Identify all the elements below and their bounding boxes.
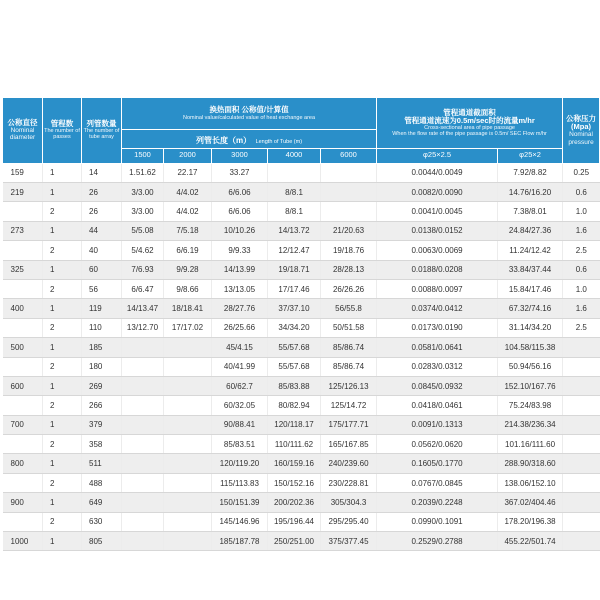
table-row — [3, 338, 600, 357]
table-cell-flow2: 31.14/34.20 — [498, 318, 563, 337]
table-cell-1500: 13/12.70 — [122, 318, 164, 337]
table-cell-tubes: 649 — [82, 493, 122, 512]
table-cell-tubes: 44 — [82, 221, 122, 240]
pressure-unit: (Mpa) — [571, 122, 592, 132]
table-cell-flow1: 0.0581/0.0641 — [377, 338, 498, 357]
table-cell-pres: 2.5 — [563, 241, 600, 260]
table-cell-4000: 8/8.1 — [268, 182, 321, 201]
table-cell-tubes: 26 — [82, 202, 122, 221]
table-cell-4000: 150/152.16 — [268, 473, 321, 492]
table-cell-dia — [3, 279, 43, 298]
table-cell-1500 — [122, 493, 164, 512]
table-cell-flow1: 0.2529/0.2788 — [377, 532, 498, 551]
table-cell-tubes: 358 — [82, 435, 122, 454]
table-cell-pres — [563, 435, 600, 454]
table-cell-4000: 8/8.1 — [268, 202, 321, 221]
table-cell-tubes: 60 — [82, 260, 122, 279]
col-header-diameter — [3, 98, 43, 164]
table-cell-flow2: 138.06/152.10 — [498, 473, 563, 492]
table-cell-3000: 45/4.15 — [212, 338, 268, 357]
table-cell-flow1: 0.0990/0.1091 — [377, 512, 498, 531]
table-cell-dia — [3, 241, 43, 260]
area-en: Nominal value/calculated value of heat exchange area — [182, 114, 316, 121]
table-cell-tubes: 511 — [82, 454, 122, 473]
table-cell-tubes: 488 — [82, 473, 122, 492]
table-row — [3, 396, 600, 415]
pressure-en: Nominal pressure — [568, 131, 594, 146]
table-cell-2000 — [164, 435, 212, 454]
table-cell-4000: 55/57.68 — [268, 338, 321, 357]
table-cell-2000: 9/9.28 — [164, 260, 212, 279]
table-cell-dia — [3, 435, 43, 454]
table-cell-flow2: 15.84/17.46 — [498, 279, 563, 298]
col-header-tube-length — [122, 130, 377, 149]
table-cell-tubes: 379 — [82, 415, 122, 434]
table-cell-3000: 26/25.66 — [212, 318, 268, 337]
tube-length-cn: 列管长度（m） — [195, 136, 252, 145]
table-cell-3000: 13/13.05 — [212, 279, 268, 298]
table-cell-4000: 14/13.72 — [268, 221, 321, 240]
table-cell-4000: 12/12.47 — [268, 241, 321, 260]
table-cell-4000: 55/57.68 — [268, 357, 321, 376]
table-cell-pres — [563, 532, 600, 551]
table-cell-pres — [563, 493, 600, 512]
table-row — [3, 454, 600, 473]
table-cell-1500 — [122, 357, 164, 376]
table-cell-pass: 2 — [43, 473, 82, 492]
length-3000: 3000 — [212, 148, 268, 163]
table-cell-2000 — [164, 376, 212, 395]
table-cell-6000: 85/86.74 — [321, 338, 377, 357]
table-cell-flow2: 367.02/404.46 — [498, 493, 563, 512]
table-row — [3, 241, 600, 260]
table-cell-3000: 10/10.26 — [212, 221, 268, 240]
table-cell-4000 — [268, 163, 321, 182]
table-cell-tubes: 26 — [82, 182, 122, 201]
table-cell-flow1: 0.0767/0.0845 — [377, 473, 498, 492]
table-cell-dia — [3, 512, 43, 531]
table-cell-flow1: 0.0088/0.0097 — [377, 279, 498, 298]
table-cell-dia — [3, 473, 43, 492]
length-1500: 1500 — [122, 148, 164, 163]
table-cell-pass: 1 — [43, 454, 82, 473]
table-cell-1500: 3/3.00 — [122, 182, 164, 201]
table-cell-tubes: 40 — [82, 241, 122, 260]
table-cell-dia: 600 — [3, 376, 43, 395]
table-cell-3000: 9/9.33 — [212, 241, 268, 260]
table-cell-4000: 34/34.20 — [268, 318, 321, 337]
table-cell-4000: 37/37.10 — [268, 299, 321, 318]
table-cell-6000 — [321, 182, 377, 201]
table-row — [3, 376, 600, 395]
table-cell-6000 — [321, 202, 377, 221]
table-row — [3, 415, 600, 434]
table-cell-pass: 1 — [43, 221, 82, 240]
spec-table-container — [2, 97, 599, 551]
table-cell-6000: 50/51.58 — [321, 318, 377, 337]
table-cell-3000: 90/88.41 — [212, 415, 268, 434]
table-cell-pass: 2 — [43, 241, 82, 260]
diameter-cn: 公称直径 — [7, 118, 38, 128]
table-cell-pres — [563, 376, 600, 395]
table-cell-pres: 1.6 — [563, 299, 600, 318]
table-cell-flow1: 0.0374/0.0412 — [377, 299, 498, 318]
table-cell-pres: 1.0 — [563, 279, 600, 298]
table-cell-3000: 33.27 — [212, 163, 268, 182]
table-cell-pass: 1 — [43, 182, 82, 201]
diameter-en: Nominal diameter — [9, 127, 36, 142]
col-header-pressure — [563, 98, 600, 164]
table-cell-4000: 19/18.71 — [268, 260, 321, 279]
table-cell-1500: 14/13.47 — [122, 299, 164, 318]
table-row — [3, 532, 600, 551]
table-cell-6000: 28/28.13 — [321, 260, 377, 279]
table-cell-flow2: 214.38/236.34 — [498, 415, 563, 434]
table-cell-flow1: 0.0283/0.0312 — [377, 357, 498, 376]
table-cell-flow1: 0.0138/0.0152 — [377, 221, 498, 240]
table-cell-dia: 219 — [3, 182, 43, 201]
tube-length-en: Length of Tube (m) — [255, 139, 303, 145]
table-cell-3000: 150/151.39 — [212, 493, 268, 512]
table-cell-2000 — [164, 512, 212, 531]
table-cell-1500 — [122, 454, 164, 473]
table-cell-2000 — [164, 473, 212, 492]
table-cell-pass: 1 — [43, 532, 82, 551]
table-cell-4000: 250/251.00 — [268, 532, 321, 551]
table-cell-pres: 0.25 — [563, 163, 600, 182]
table-cell-1500 — [122, 338, 164, 357]
flow-cn2: 管程通道流速为0.5m/sec时的流量m/hr — [404, 115, 535, 125]
table-cell-flow2: 11.24/12.42 — [498, 241, 563, 260]
table-cell-flow1: 0.0562/0.0620 — [377, 435, 498, 454]
table-cell-tubes: 180 — [82, 357, 122, 376]
tubes-en: The number of tube array — [83, 128, 120, 141]
table-cell-3000: 6/6.06 — [212, 182, 268, 201]
table-cell-pass: 1 — [43, 260, 82, 279]
table-cell-4000: 195/196.44 — [268, 512, 321, 531]
col-header-area — [122, 98, 377, 130]
table-cell-2000: 6/6.19 — [164, 241, 212, 260]
table-cell-dia: 325 — [3, 260, 43, 279]
table-cell-2000: 7/5.18 — [164, 221, 212, 240]
table-cell-flow2: 455.22/501.74 — [498, 532, 563, 551]
table-cell-6000: 85/86.74 — [321, 357, 377, 376]
table-cell-1500: 5/5.08 — [122, 221, 164, 240]
table-cell-1500: 3/3.00 — [122, 202, 164, 221]
table-cell-6000: 26/26.26 — [321, 279, 377, 298]
table-cell-flow2: 104.58/115.38 — [498, 338, 563, 357]
table-cell-1500: 5/4.62 — [122, 241, 164, 260]
table-cell-4000: 85/83.88 — [268, 376, 321, 395]
table-cell-dia: 500 — [3, 338, 43, 357]
table-cell-tubes: 119 — [82, 299, 122, 318]
table-cell-pass: 2 — [43, 396, 82, 415]
table-cell-2000: 17/17.02 — [164, 318, 212, 337]
table-cell-pass: 1 — [43, 299, 82, 318]
table-cell-3000: 28/27.76 — [212, 299, 268, 318]
table-cell-2000 — [164, 396, 212, 415]
table-cell-3000: 185/187.78 — [212, 532, 268, 551]
table-cell-2000: 9/8.66 — [164, 279, 212, 298]
table-cell-3000: 6/6.06 — [212, 202, 268, 221]
heat-exchanger-spec-table — [2, 97, 600, 551]
flow-col-25x2: φ25×2 — [498, 148, 563, 163]
table-cell-6000: 175/177.71 — [321, 415, 377, 434]
table-cell-1500: 1.51.62 — [122, 163, 164, 182]
table-cell-1500 — [122, 512, 164, 531]
table-cell-3000: 14/13.99 — [212, 260, 268, 279]
col-header-flow — [377, 98, 563, 149]
table-cell-3000: 60/32.05 — [212, 396, 268, 415]
table-cell-2000 — [164, 415, 212, 434]
passes-en: The number of passes — [44, 128, 80, 141]
table-cell-dia — [3, 396, 43, 415]
table-cell-pass: 2 — [43, 435, 82, 454]
table-row — [3, 221, 600, 240]
table-cell-1500: 6/6.47 — [122, 279, 164, 298]
table-cell-pres: 1.0 — [563, 202, 600, 221]
table-cell-6000: 295/295.40 — [321, 512, 377, 531]
table-cell-6000: 230/228.81 — [321, 473, 377, 492]
length-6000: 6000 — [321, 148, 377, 163]
table-cell-flow2: 7.38/8.01 — [498, 202, 563, 221]
table-cell-6000: 56/55.8 — [321, 299, 377, 318]
table-cell-6000: 21/20.63 — [321, 221, 377, 240]
table-cell-tubes: 56 — [82, 279, 122, 298]
table-cell-flow2: 75.24/83.98 — [498, 396, 563, 415]
table-cell-pres — [563, 396, 600, 415]
table-cell-pres: 1.6 — [563, 221, 600, 240]
table-cell-2000 — [164, 532, 212, 551]
table-cell-pass: 2 — [43, 357, 82, 376]
table-row — [3, 202, 600, 221]
table-cell-2000 — [164, 454, 212, 473]
table-cell-6000: 305/304.3 — [321, 493, 377, 512]
table-cell-flow2: 152.10/167.76 — [498, 376, 563, 395]
table-cell-2000 — [164, 338, 212, 357]
table-cell-pres — [563, 454, 600, 473]
table-cell-pres — [563, 338, 600, 357]
table-cell-tubes: 14 — [82, 163, 122, 182]
table-cell-3000: 115/113.83 — [212, 473, 268, 492]
table-cell-dia — [3, 357, 43, 376]
table-cell-flow2: 33.84/37.44 — [498, 260, 563, 279]
table-cell-dia: 273 — [3, 221, 43, 240]
table-cell-tubes: 110 — [82, 318, 122, 337]
table-cell-4000: 80/82.94 — [268, 396, 321, 415]
table-cell-dia: 159 — [3, 163, 43, 182]
table-cell-1500 — [122, 473, 164, 492]
table-cell-pass: 2 — [43, 512, 82, 531]
table-cell-flow1: 0.1605/0.1770 — [377, 454, 498, 473]
table-cell-4000: 110/111.62 — [268, 435, 321, 454]
table-cell-flow2: 178.20/196.38 — [498, 512, 563, 531]
table-cell-flow2: 67.32/74.16 — [498, 299, 563, 318]
table-cell-flow1: 0.0082/0.0090 — [377, 182, 498, 201]
table-cell-pass: 1 — [43, 376, 82, 395]
table-cell-flow2: 50.94/56.16 — [498, 357, 563, 376]
table-cell-4000: 200/202.36 — [268, 493, 321, 512]
table-cell-6000: 375/377.45 — [321, 532, 377, 551]
table-cell-tubes: 805 — [82, 532, 122, 551]
table-row — [3, 279, 600, 298]
table-row — [3, 182, 600, 201]
table-cell-1500: 7/6.93 — [122, 260, 164, 279]
table-cell-2000 — [164, 357, 212, 376]
table-cell-3000: 40/41.99 — [212, 357, 268, 376]
table-cell-tubes: 630 — [82, 512, 122, 531]
table-cell-6000: 125/14.72 — [321, 396, 377, 415]
table-cell-6000: 125/126.13 — [321, 376, 377, 395]
table-cell-6000 — [321, 163, 377, 182]
table-body — [3, 163, 600, 551]
table-cell-flow2: 24.84/27.36 — [498, 221, 563, 240]
flow-en1: Cross-sectional area of pipe passage — [424, 125, 515, 131]
table-cell-flow1: 0.0845/0.0932 — [377, 376, 498, 395]
table-cell-dia: 400 — [3, 299, 43, 318]
table-cell-dia: 900 — [3, 493, 43, 512]
table-cell-flow1: 0.0418/0.0461 — [377, 396, 498, 415]
flow-col-25x2.5: φ25×2.5 — [377, 148, 498, 163]
table-row — [3, 493, 600, 512]
table-cell-2000 — [164, 493, 212, 512]
passes-cn: 管程数 — [50, 119, 74, 129]
table-cell-flow1: 0.0063/0.0069 — [377, 241, 498, 260]
table-cell-3000: 120/119.20 — [212, 454, 268, 473]
table-cell-pass: 2 — [43, 202, 82, 221]
table-cell-3000: 60/62.7 — [212, 376, 268, 395]
table-cell-1500 — [122, 435, 164, 454]
table-cell-flow2: 14.76/16.20 — [498, 182, 563, 201]
table-cell-dia: 700 — [3, 415, 43, 434]
table-cell-pass: 2 — [43, 279, 82, 298]
table-header — [3, 98, 600, 164]
table-cell-flow2: 7.92/8.82 — [498, 163, 563, 182]
table-row — [3, 435, 600, 454]
table-cell-pres — [563, 415, 600, 434]
table-cell-2000: 4/4.02 — [164, 182, 212, 201]
flow-cn1: 管程通道截面积 — [443, 107, 496, 117]
table-cell-flow1: 0.0041/0.0045 — [377, 202, 498, 221]
table-cell-2000: 18/18.41 — [164, 299, 212, 318]
table-cell-pres: 0.6 — [563, 182, 600, 201]
table-cell-tubes: 269 — [82, 376, 122, 395]
table-cell-3000: 85/83.51 — [212, 435, 268, 454]
area-cn: 换热面积 公称值/计算值 — [209, 105, 289, 115]
col-header-passes — [43, 98, 82, 164]
table-row — [3, 163, 600, 182]
table-cell-dia — [3, 202, 43, 221]
table-cell-tubes: 185 — [82, 338, 122, 357]
table-cell-tubes: 266 — [82, 396, 122, 415]
table-cell-4000: 120/118.17 — [268, 415, 321, 434]
table-cell-flow1: 0.0188/0.0208 — [377, 260, 498, 279]
table-cell-pres: 2.5 — [563, 318, 600, 337]
table-cell-pass: 1 — [43, 338, 82, 357]
table-cell-pass: 1 — [43, 493, 82, 512]
table-row — [3, 473, 600, 492]
table-cell-pass: 1 — [43, 163, 82, 182]
table-row — [3, 299, 600, 318]
table-cell-dia — [3, 318, 43, 337]
table-cell-2000: 22.17 — [164, 163, 212, 182]
table-cell-pres — [563, 473, 600, 492]
table-cell-dia: 800 — [3, 454, 43, 473]
table-cell-6000: 240/239.60 — [321, 454, 377, 473]
table-cell-pres: 0.6 — [563, 260, 600, 279]
table-cell-flow1: 0.2039/0.2248 — [377, 493, 498, 512]
table-cell-4000: 160/159.16 — [268, 454, 321, 473]
table-cell-pres — [563, 357, 600, 376]
table-cell-3000: 145/146.96 — [212, 512, 268, 531]
length-4000: 4000 — [268, 148, 321, 163]
table-cell-pass: 1 — [43, 415, 82, 434]
table-cell-pres — [563, 512, 600, 531]
table-cell-dia: 1000 — [3, 532, 43, 551]
table-cell-1500 — [122, 532, 164, 551]
table-cell-pass: 2 — [43, 318, 82, 337]
length-2000: 2000 — [164, 148, 212, 163]
table-row — [3, 260, 600, 279]
table-cell-flow2: 288.90/318.60 — [498, 454, 563, 473]
table-cell-1500 — [122, 396, 164, 415]
table-cell-2000: 4/4.02 — [164, 202, 212, 221]
table-row — [3, 357, 600, 376]
col-header-tubes — [82, 98, 122, 164]
table-row — [3, 318, 600, 337]
table-cell-flow2: 101.16/111.60 — [498, 435, 563, 454]
table-cell-flow1: 0.0044/0.0049 — [377, 163, 498, 182]
table-row — [3, 512, 600, 531]
table-cell-6000: 165/167.85 — [321, 435, 377, 454]
table-cell-4000: 17/17.46 — [268, 279, 321, 298]
tubes-cn: 列管数量 — [86, 119, 117, 129]
table-cell-1500 — [122, 376, 164, 395]
flow-en2: When the flow rate of the pipe passage is 0.5m/ SEC Flow m/hr — [392, 131, 547, 138]
table-cell-6000: 19/18.76 — [321, 241, 377, 260]
table-cell-1500 — [122, 415, 164, 434]
pressure-cn: 公称压力 — [566, 113, 597, 123]
table-cell-flow1: 0.0091/0.1313 — [377, 415, 498, 434]
table-cell-flow1: 0.0173/0.0190 — [377, 318, 498, 337]
